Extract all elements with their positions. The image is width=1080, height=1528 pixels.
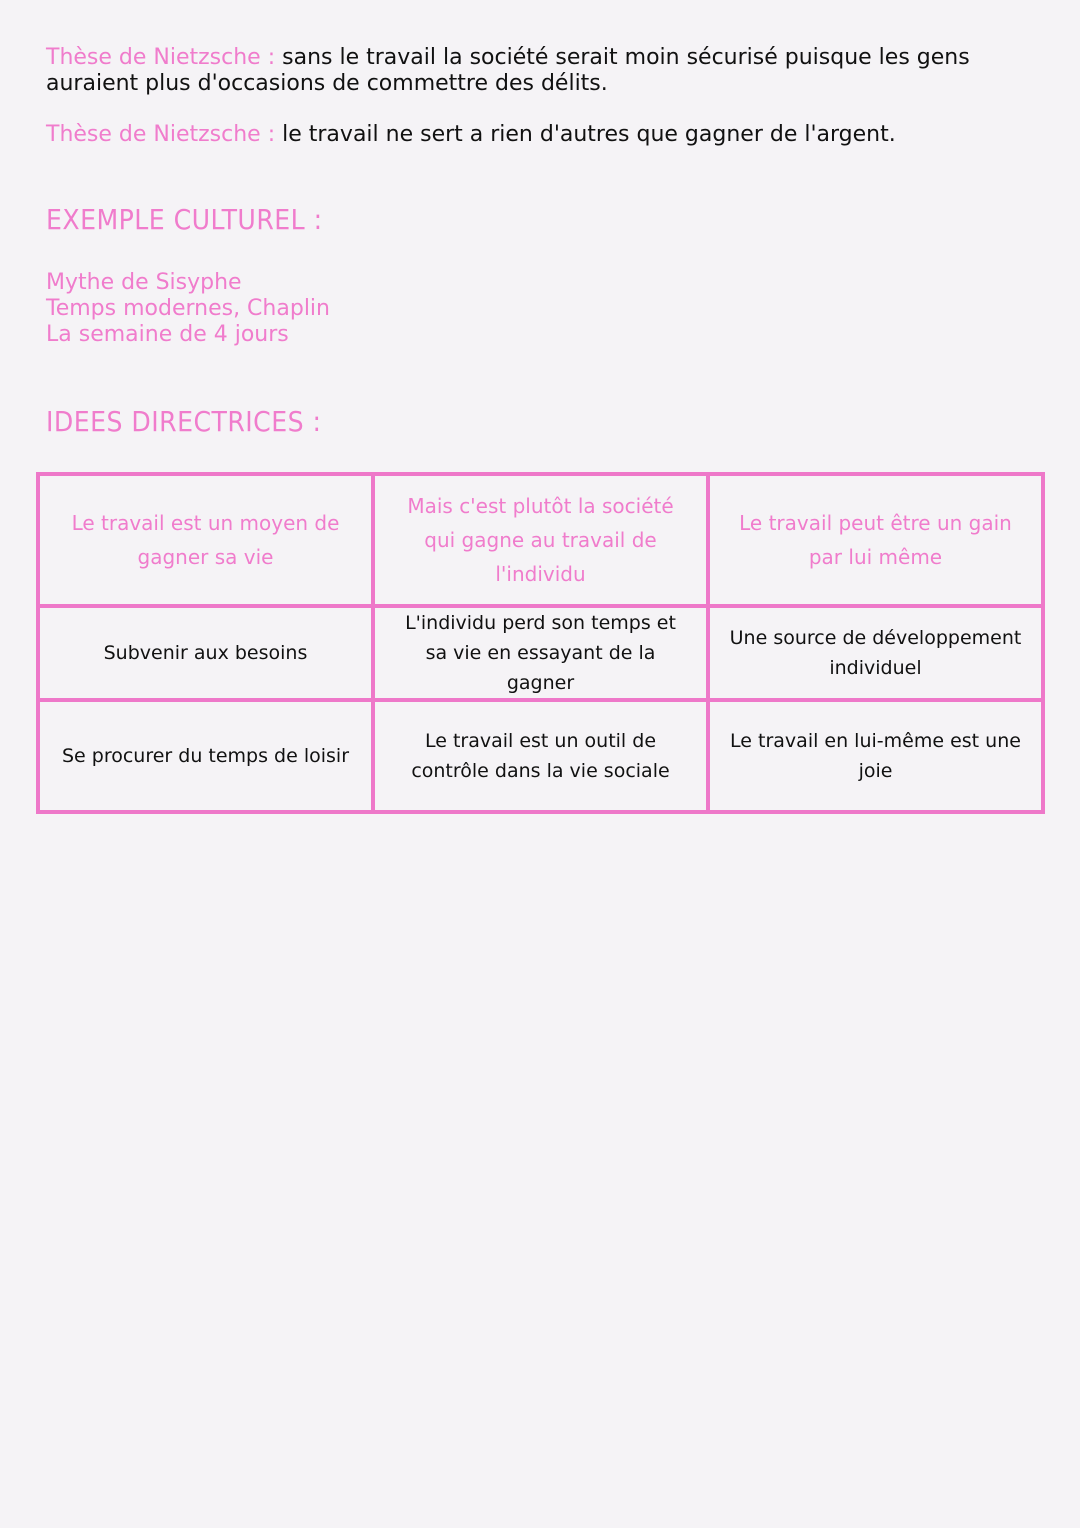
table-row <box>38 606 1043 700</box>
culture-item: Mythe de Sisyphe <box>46 270 242 295</box>
table-cell: Une source de développement individuel <box>708 606 1043 700</box>
column-header: Mais c'est plutôt la société qui gagne au travail de l'individu <box>373 474 708 606</box>
culture-list <box>46 270 330 348</box>
table-cell: Subvenir aux besoins <box>38 606 373 700</box>
ideas-table <box>36 472 1045 814</box>
culture-item: La semaine de 4 jours <box>46 322 289 347</box>
thesis-label: Thèse de Nietzsche : <box>46 45 276 70</box>
table-cell: Le travail en lui-même est une joie <box>708 700 1043 812</box>
table-cell: Le travail est un outil de contrôle dans la vie sociale <box>373 700 708 812</box>
table-header-row <box>38 474 1043 606</box>
table-cell: Se procurer du temps de loisir <box>38 700 373 812</box>
column-header: Le travail est un moyen de gagner sa vie <box>38 474 373 606</box>
thesis-paragraph <box>46 45 1026 97</box>
table-cell: L'individu perd son temps et sa vie en essayant de la gagner <box>373 606 708 700</box>
table-row <box>38 700 1043 812</box>
thesis-paragraph <box>46 122 1026 148</box>
thesis-text: sans le travail la société serait moin sécurisé puisque les gens auraient plus d'occasions de commettre des délits. <box>46 45 970 96</box>
column-header: Le travail peut être un gain par lui même <box>708 474 1043 606</box>
culture-item: Temps modernes, Chaplin <box>46 296 330 321</box>
thesis-label: Thèse de Nietzsche : <box>46 122 276 147</box>
culture-heading: EXEMPLE CULTUREL : <box>46 203 323 236</box>
ideas-heading: IDEES DIRECTRICES : <box>46 405 322 438</box>
thesis-text: le travail ne sert a rien d'autres que gagner de l'argent. <box>282 122 896 147</box>
